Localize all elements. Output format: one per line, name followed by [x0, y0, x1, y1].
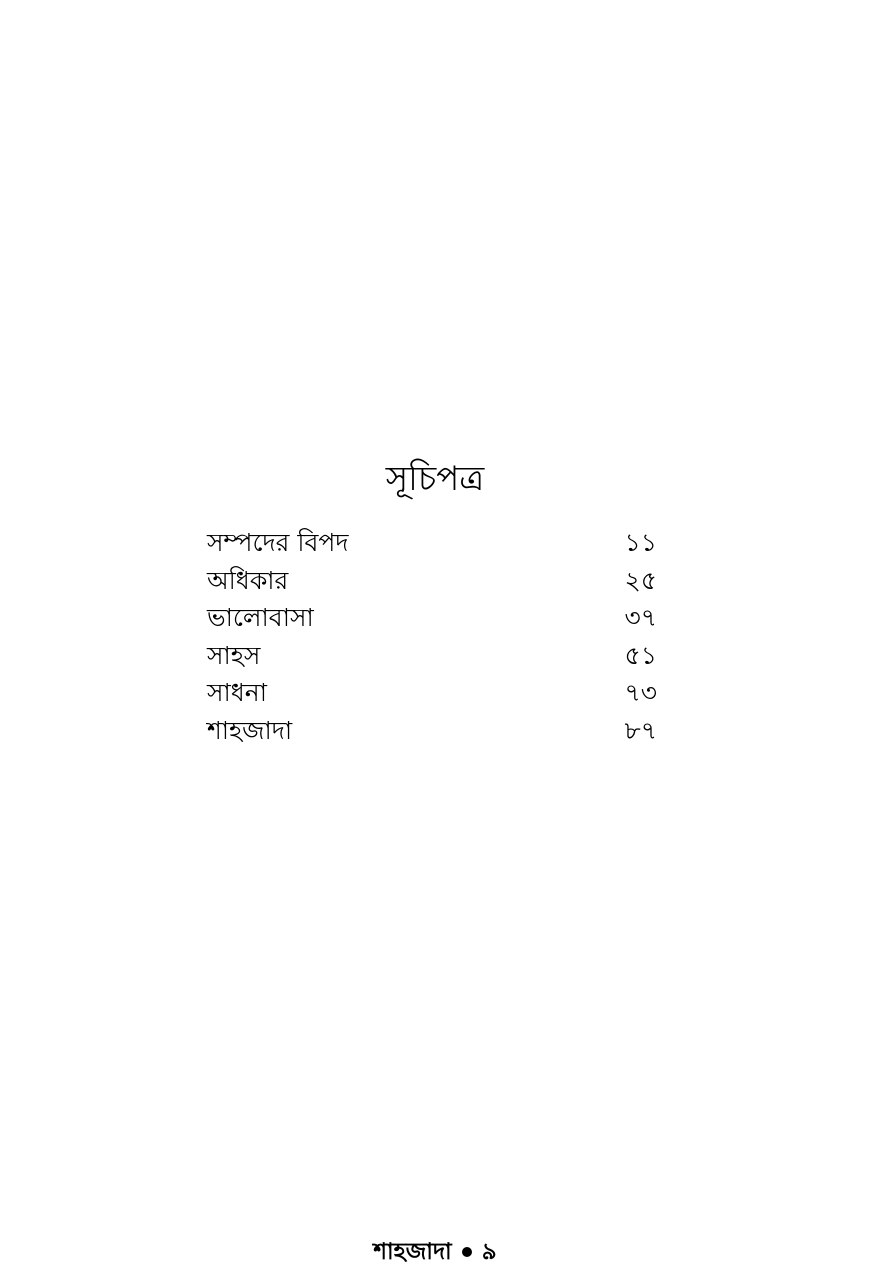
toc-item-label: ভালোবাসা — [207, 603, 314, 632]
toc-item-label: সাধনা — [207, 678, 267, 707]
bullet-separator — [462, 1247, 472, 1257]
toc-item-page: ৫১ — [624, 640, 657, 670]
toc-item-page: ১১ — [624, 528, 657, 557]
toc-item-1 — [207, 524, 657, 562]
footer-page-number: ৯ — [481, 1238, 497, 1265]
toc-item-2 — [207, 562, 657, 600]
toc-list — [207, 524, 657, 749]
toc-item-page: ২৫ — [624, 565, 657, 595]
toc-item-5 — [207, 674, 657, 712]
footer-book-title: শাহজাদা — [373, 1238, 452, 1265]
toc-item-label: সম্পদের বিপদ — [207, 528, 349, 557]
toc-item-page: ৮৭ — [624, 715, 657, 745]
toc-item-3 — [207, 599, 657, 637]
toc-item-label: সাহস — [207, 640, 261, 670]
toc-item-page: ৭৩ — [624, 678, 657, 707]
toc-item-page: ৩৭ — [624, 603, 657, 632]
toc-title: সূচিপত্র — [385, 458, 485, 499]
toc-item-label: শাহজাদা — [207, 715, 293, 745]
toc-item-6 — [207, 712, 657, 750]
toc-item-4 — [207, 637, 657, 675]
page-footer — [0, 1235, 870, 1269]
toc-item-label: অধিকার — [207, 565, 289, 595]
